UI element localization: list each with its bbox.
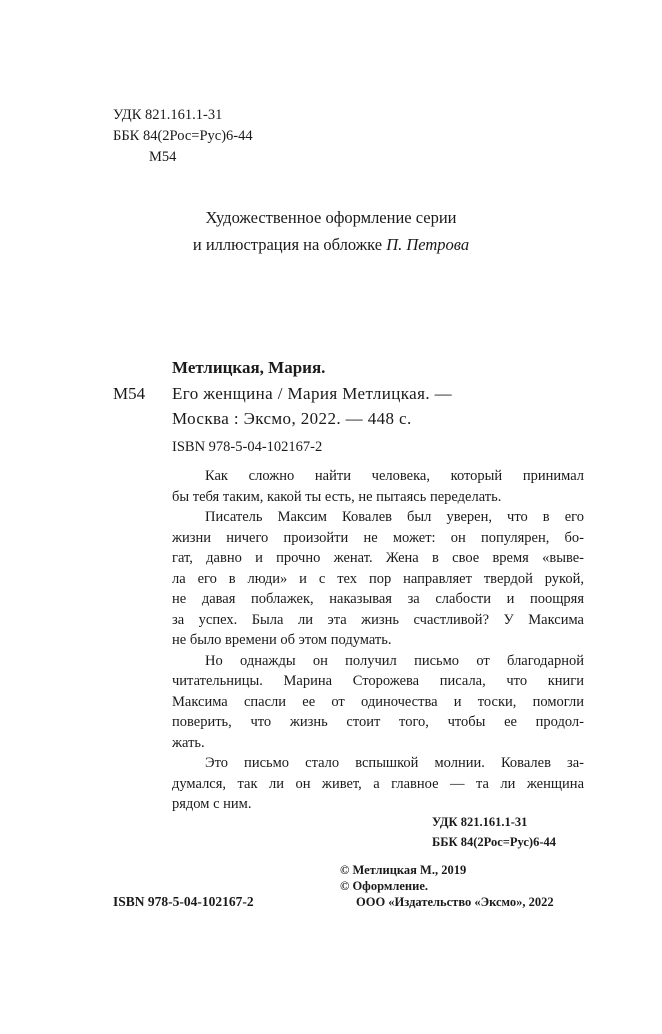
book-imprint-line: Москва : Эксмо, 2022. — 448 с. [172, 409, 412, 428]
annotation-line: читательницы. Марина Сторожева писала, что книги [172, 673, 584, 689]
annotation [172, 466, 584, 815]
annotation-line: Максима спасли ее от одиночества и тоски, помогли [172, 693, 584, 710]
bib-author-mark: М54 [113, 384, 146, 403]
annotation-line: Но однажды он получил письмо от благодарной [205, 652, 584, 669]
bbk-code: ББК 84(2Рос=Рус)6-44 [113, 128, 253, 144]
annotation-line: ла его в люди» и с тех пор направляет твердой рукой, [172, 570, 584, 587]
annotation-line: за успех. Была ли эта жизнь счастливой? У Максима [172, 611, 584, 628]
udk-code: УДК 821.161.1-31 [113, 107, 223, 123]
bottom-udk: УДК 821.161.1-31 [432, 815, 528, 829]
annotation-line: жать. [172, 734, 205, 751]
annotation-line: не давая поблажек, наказывая за слабости и поощряя [172, 591, 584, 607]
copyright-design: © Оформление. [340, 879, 429, 893]
isbn-bottom: ISBN 978-5-04-102167-2 [113, 894, 254, 909]
copyright-publisher: ООО «Издательство «Эксмо», 2022 [356, 895, 554, 909]
annotation-line: Это письмо стало вспышкой молнии. Ковалев за- [205, 755, 584, 771]
book-title-line: Его женщина / Мария Метлицкая. — [172, 384, 453, 403]
annotation-line: рядом с ним. [172, 796, 252, 812]
book-author: Метлицкая, Мария. [172, 358, 326, 377]
annotation-line: не было времени об этом подумать. [172, 632, 392, 648]
isbn-top: ISBN 978-5-04-102167-2 [172, 439, 323, 455]
annotation-line: жизни ничего произойти не может: он популярен, бо- [172, 529, 584, 546]
annotation-line: думался, так ли он живет, а главное — та ли женщина [172, 775, 584, 792]
author-mark: М54 [149, 149, 177, 165]
credit-line-1: Художественное оформление серии [205, 208, 457, 227]
credit-prefix: и иллюстрация на обложке [192, 235, 387, 254]
annotation-line: бы тебя таким, какой ты есть, не пытаясь переделать. [172, 488, 502, 505]
credit-line-2 [0, 232, 662, 258]
bottom-bbk: ББК 84(2Рос=Рус)6-44 [432, 835, 556, 849]
credit-artist: П. Петрова [386, 235, 470, 254]
annotation-line: Писатель Максим Ковалев был уверен, что в его [205, 509, 584, 525]
copyright-author: © Метлицкая М., 2019 [340, 863, 467, 877]
annotation-line: гат, давно и прочно женат. Жена в свое время «выве- [172, 550, 584, 566]
annotation-line: поверить, что жизнь стоит того, чтобы ее продол- [172, 714, 584, 730]
annotation-line: Как сложно найти человека, который принимал [205, 468, 584, 484]
